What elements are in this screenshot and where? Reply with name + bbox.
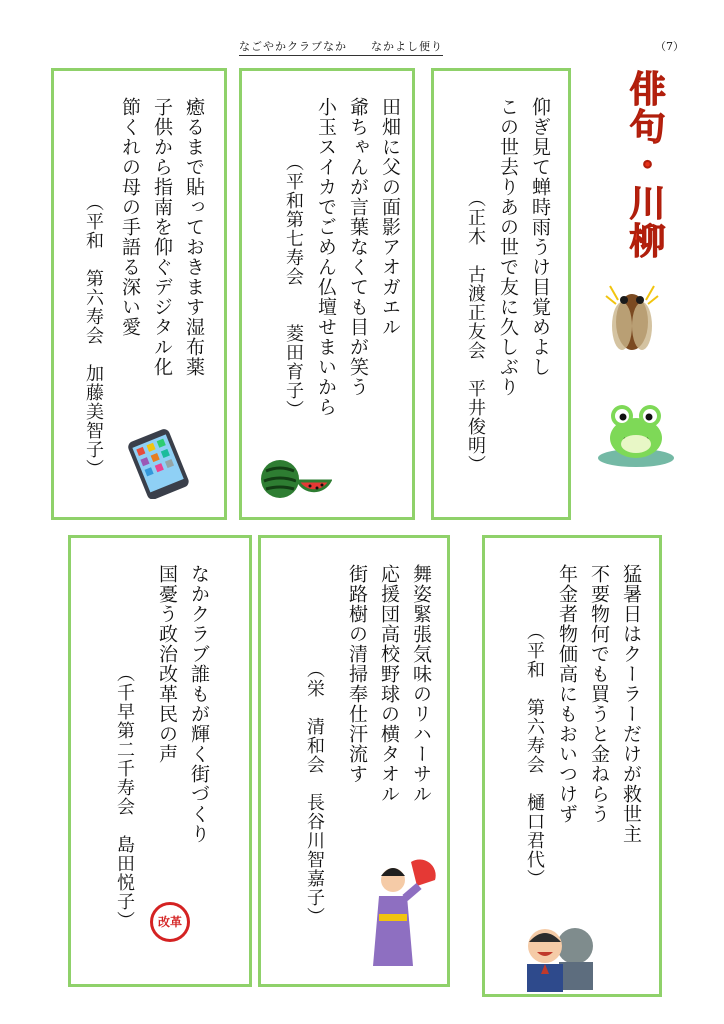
section-heading: 俳句・川柳 bbox=[624, 70, 665, 260]
poem-line: 街路樹の清掃奉仕汗流す bbox=[346, 564, 368, 784]
poem-line: 不要物何でも買うと金ねらう bbox=[588, 564, 610, 824]
poem-line: 応援団高校野球の横タオル bbox=[378, 564, 400, 804]
poem-line: 舞姿緊張気味のリハーサル bbox=[410, 564, 432, 804]
poem-line: 国憂う政治改革民の声 bbox=[156, 564, 178, 764]
poem-line: この世去りあの世で友に久しぶり bbox=[497, 97, 519, 397]
poem-line: 猛暑日はクーラーだけが救世主 bbox=[620, 564, 642, 844]
poem-line: 子供から指南を仰ぐデジタル化 bbox=[151, 97, 173, 377]
page-number: （7） bbox=[655, 40, 684, 53]
politician-icon bbox=[519, 922, 599, 992]
poem-line: 田畑に父の面影アオガエル bbox=[379, 97, 401, 337]
smartphone-icon bbox=[122, 427, 196, 499]
reform-stamp: 改革 bbox=[150, 902, 190, 942]
cicada-icon bbox=[600, 278, 664, 358]
poem-box-2 bbox=[239, 68, 415, 520]
newsletter-title: なごやかクラブなか なかよし便り bbox=[239, 38, 443, 56]
poem-box-1 bbox=[431, 68, 571, 520]
poem-author: （千早第二千寿会 島田悦子） bbox=[114, 664, 135, 930]
poem-line: 年金者物価高にもおいつけず bbox=[556, 564, 578, 824]
poem-author: （平和第七寿会 菱田育子） bbox=[283, 153, 304, 419]
poem-line: 小玉スイカでごめん仏壇せまいから bbox=[315, 97, 337, 417]
frog-icon bbox=[596, 398, 676, 470]
dancer-icon bbox=[361, 856, 441, 972]
poem-author: （正木 古渡正友会 平井俊明） bbox=[465, 189, 486, 474]
poem-line: 仰ぎ見て蝉時雨うけ目覚めよし bbox=[529, 97, 551, 377]
poem-author: （平和 第六寿会 樋口君代） bbox=[524, 622, 545, 888]
poem-line: 節くれの母の手語る深い愛 bbox=[119, 97, 141, 337]
poem-author: （平和 第六寿会 加藤美智子） bbox=[83, 193, 104, 478]
poem-box-4 bbox=[482, 535, 662, 997]
poem-author: （栄 清和会 長谷川智嘉子） bbox=[304, 660, 325, 926]
poem-line: 爺ちゃんが言葉なくても目が笑う bbox=[347, 97, 369, 397]
watermelon-icon bbox=[260, 455, 332, 505]
poem-line: なかクラブ誰もが輝く街づくり bbox=[188, 564, 210, 844]
poem-line: 癒るまで貼っておきます湿布薬 bbox=[183, 97, 205, 377]
page-header bbox=[0, 38, 724, 58]
poem-box-3 bbox=[51, 68, 227, 520]
poem-box-5 bbox=[258, 535, 450, 987]
